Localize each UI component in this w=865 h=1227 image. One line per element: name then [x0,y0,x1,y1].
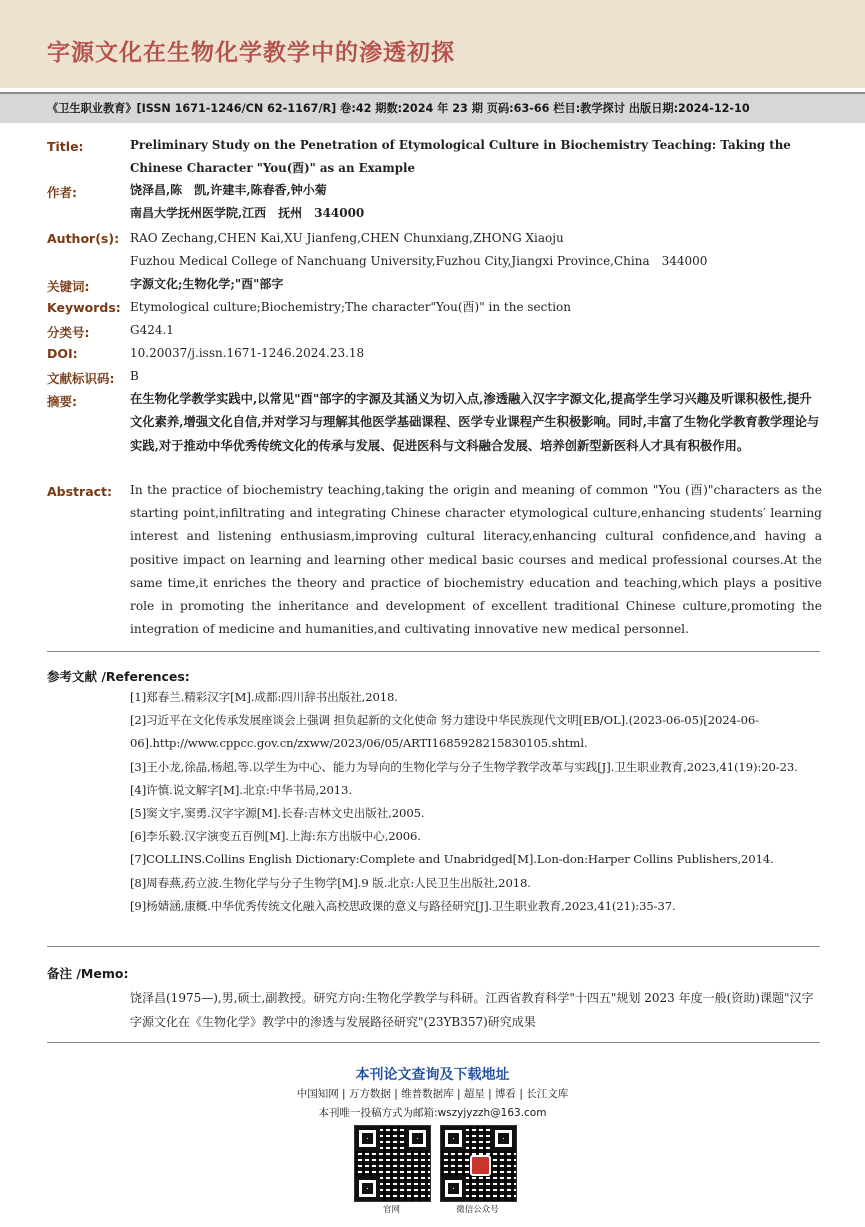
qr-caption-wechat: 微信公众号 [456,1205,499,1215]
article-title: 字源文化在生物化学教学中的渗透初探 [47,40,455,66]
divider-references [47,651,820,652]
authors-en-label: Author(s): [47,231,120,246]
title-en: Preliminary Study on the Penetration of Etymological Culture in Biochemistry Teaching: Taking the Chinese Character "You(酉)" as an Example [130,138,791,175]
class-label: 分类号: [47,325,90,340]
abstract-en: In the practice of biochemistry teaching,taking the origin and meaning of common "You (酉)"characters as the starting point,infiltrating and integrating Chinese character etymological culture,enhancing students′ learning interest and listening enthusiasm,improving cultural literacy,enhancing cultural confidence,and having a positive impact on learning and learning other medical basic courses and medical professional courses.At the same time,it enriches the theory and practice of biochemistry education and teaching,which plays a positive role in promoting the inheritance and development of excellent traditional Chinese culture,promoting the integration of medicine and humanities,and cultivating innovative new medical personnel. [130,483,822,637]
reference-item: [4]许慎.说文解字[M].北京:中华书局,2013. [130,782,352,797]
qr-caption-website: 官网 [382,1205,400,1215]
journal-meta: 《卫生职业教育》[ISSN 1671-1246/CN 62-1167/R] 卷:42 期数:2024 年 23 期 页码:63-66 栏目:教学探讨 出版日期:2024-12-10 [47,102,750,115]
authors-cn: 饶泽昌,陈 凯,许建丰,陈春香,钟小菊 [130,183,327,197]
divider-footer [47,1042,820,1043]
footer-email: 本刊唯一投稿方式为邮箱:wszyjyzzh@163.com [318,1107,547,1119]
references-list [130,686,830,918]
memo-heading: 备注 /Memo: [47,966,129,981]
reference-item: [1]郑春兰.精彩汉字[M].成都:四川辞书出版社,2018. [130,690,398,704]
affiliation-cn: 南昌大学抚州医学院,江西 抚州 344000 [130,206,365,220]
class-number: G424.1 [130,323,174,337]
keywords-cn: 字源文化;生物化学;"酉"部字 [130,277,284,291]
keywords-en-label: Keywords: [47,300,121,315]
journal-meta-bar [0,92,865,123]
reference-item: [5]窦文宇,窦勇.汉字字源[M].长春:吉林文史出版社,2005. [130,806,425,821]
references-heading: 参考文献 /References: [47,669,190,684]
keywords-en: Etymological culture;Biochemistry;The character"You(酉)" in the section [130,300,571,314]
authors-en: RAO Zechang,CHEN Kai,XU Jianfeng,CHEN Chunxiang,ZHONG Xiaoju [130,231,564,245]
footer-databases: 中国知网 | 万方数据 | 维普数据库 | 超星 | 博看 | 长江文库 [296,1088,569,1100]
abstract-en-label: Abstract: [47,484,113,499]
wechat-logo-icon [470,1155,491,1176]
authors-label: 作者: [47,185,77,200]
reference-item: [8]周春燕,药立波.生物化学与分子生物学[M].9 版.北京:人民卫生出版社,2018. [130,875,531,890]
title-label: Title: [47,139,84,154]
reference-item: [2]习近平在文化传承发展座谈会上强调 担负起新的文化使命 努力建设中华民族现代文明[EB/OL].(2023-06-05)[2024-06-06].http://www.cppcc.gov.cn/zxww/2023/06/05/ARTI1685928215830105.shtml. [130,713,759,751]
title-band [0,0,865,88]
abstract-cn: 在生物化学教学实践中,以常见"酉"部字的字源及其涵义为切入点,渗透融入汉字字源文化,提高学生学习兴趣及听课积极性,提升文化素养,增强文化自信,并对学习与理解其他医学基础课程、医学专业课程产生积极影响。同时,丰富了生物化学教育教学理论与实践,对于推动中华优秀传统文化的传承与发展、促进医科与文科融合发展、培养创新型新医科人才具有积极作用。 [130,391,820,453]
reference-item: [7]COLLINS.Collins English Dictionary:Complete and Unabridged[M].Lon-don:Harper Collins Publishers,2014. [130,852,774,867]
doi-label: DOI: [47,346,78,361]
reference-item: [9]杨婧涵,康概.中华优秀传统文化融入高校思政课的意义与路径研究[J].卫生职业教育,2023,41(21):35-37. [130,898,676,913]
qr-code-website[interactable] [354,1125,431,1202]
abstract-cn-label: 摘要: [47,394,77,409]
footer-title: 本刊论文查询及下载地址 [355,1067,510,1083]
memo-text: 饶泽昌(1975—),男,硕士,副教授。研究方向:生物化学教学与科研。江西省教育科学"十四五"规划 2023 年度一般(资助)课题"汉字字源文化在《生物化学》教学中的渗透与发展路径研究"(23YB357)研究成果 [130,991,814,1029]
keywords-cn-label: 关键词: [47,279,90,294]
qr-code-wechat[interactable] [440,1125,517,1202]
divider-memo [47,946,820,947]
doc-code-label: 文献标识码: [47,371,115,386]
reference-item: [3]王小龙,徐晶,杨超,等.以学生为中心、能力为导向的生物化学与分子生物学教学改革与实践[J].卫生职业教育,2023,41(19):20-23. [130,759,798,774]
doc-code: B [130,369,139,383]
doi-value: 10.20037/j.issn.1671-1246.2024.23.18 [130,346,365,360]
affiliation-en: Fuzhou Medical College of Nanchuang University,Fuzhou City,Jiangxi Province,China 344000 [130,254,708,268]
reference-item: [6]李乐毅.汉字演变五百例[M].上海:东方出版中心,2006. [130,829,421,844]
